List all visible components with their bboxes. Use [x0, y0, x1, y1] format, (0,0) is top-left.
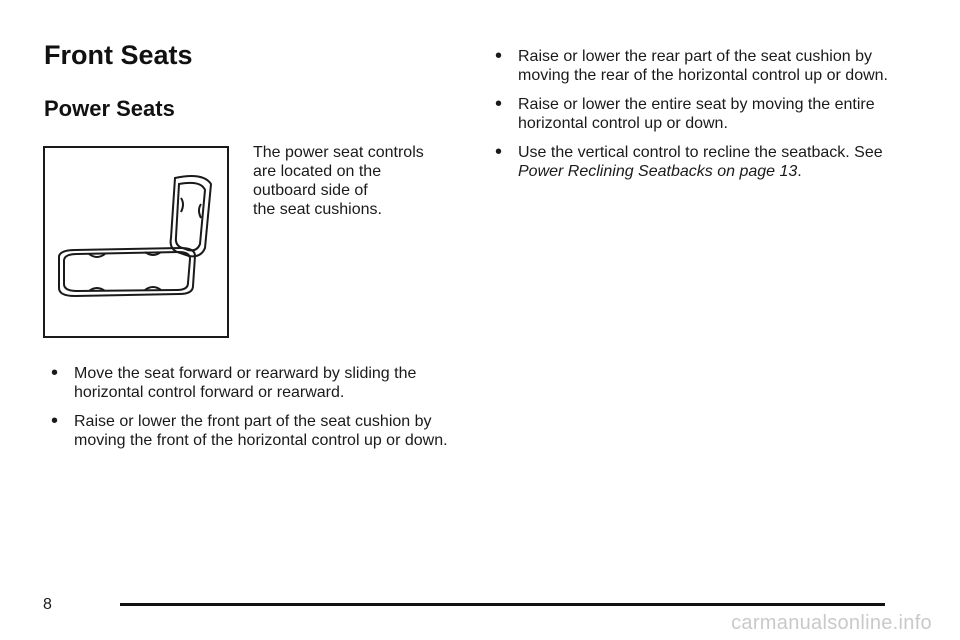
- section-title: Front Seats: [44, 40, 193, 70]
- caption-line: The power seat controls: [253, 144, 424, 161]
- bullet-text-end: .: [797, 163, 802, 180]
- cross-reference-link[interactable]: Power Reclining Seatbacks on page 13: [518, 163, 798, 180]
- bullet-item: • Raise or lower the entire seat by moving the entire horizontal control up or down.: [495, 95, 915, 133]
- bullet-item: • Raise or lower the front part of the seat cushion by moving the front of the horizontal control up or down.: [51, 412, 451, 450]
- page-number: 8: [43, 596, 52, 613]
- bullet-text: Use the vertical control to recline the seatback. See: [518, 144, 883, 161]
- horizontal-control-shape: [59, 248, 195, 296]
- subsection-title: Power Seats: [44, 96, 175, 121]
- right-bullet-list: [495, 47, 915, 191]
- left-bullet-list: [51, 364, 451, 460]
- seat-controls-drawing: [45, 148, 231, 340]
- vertical-control-shape: [171, 176, 211, 256]
- bullet-item: [495, 143, 915, 181]
- bullet-item: • Move the seat forward or rearward by sliding the horizontal control forward or rearward.: [51, 364, 451, 402]
- caption-line: are located on the: [253, 163, 382, 180]
- caption-line: the seat cushions.: [253, 201, 382, 218]
- bullet-item: • Raise or lower the rear part of the seat cushion by moving the rear of the horizontal control up or down.: [495, 47, 915, 85]
- watermark: carmanualsonline.info: [731, 612, 932, 634]
- figure-caption: [253, 143, 453, 219]
- caption-line: outboard side of: [253, 182, 368, 199]
- footer-rule: [120, 603, 885, 606]
- seat-controls-illustration: [43, 146, 229, 338]
